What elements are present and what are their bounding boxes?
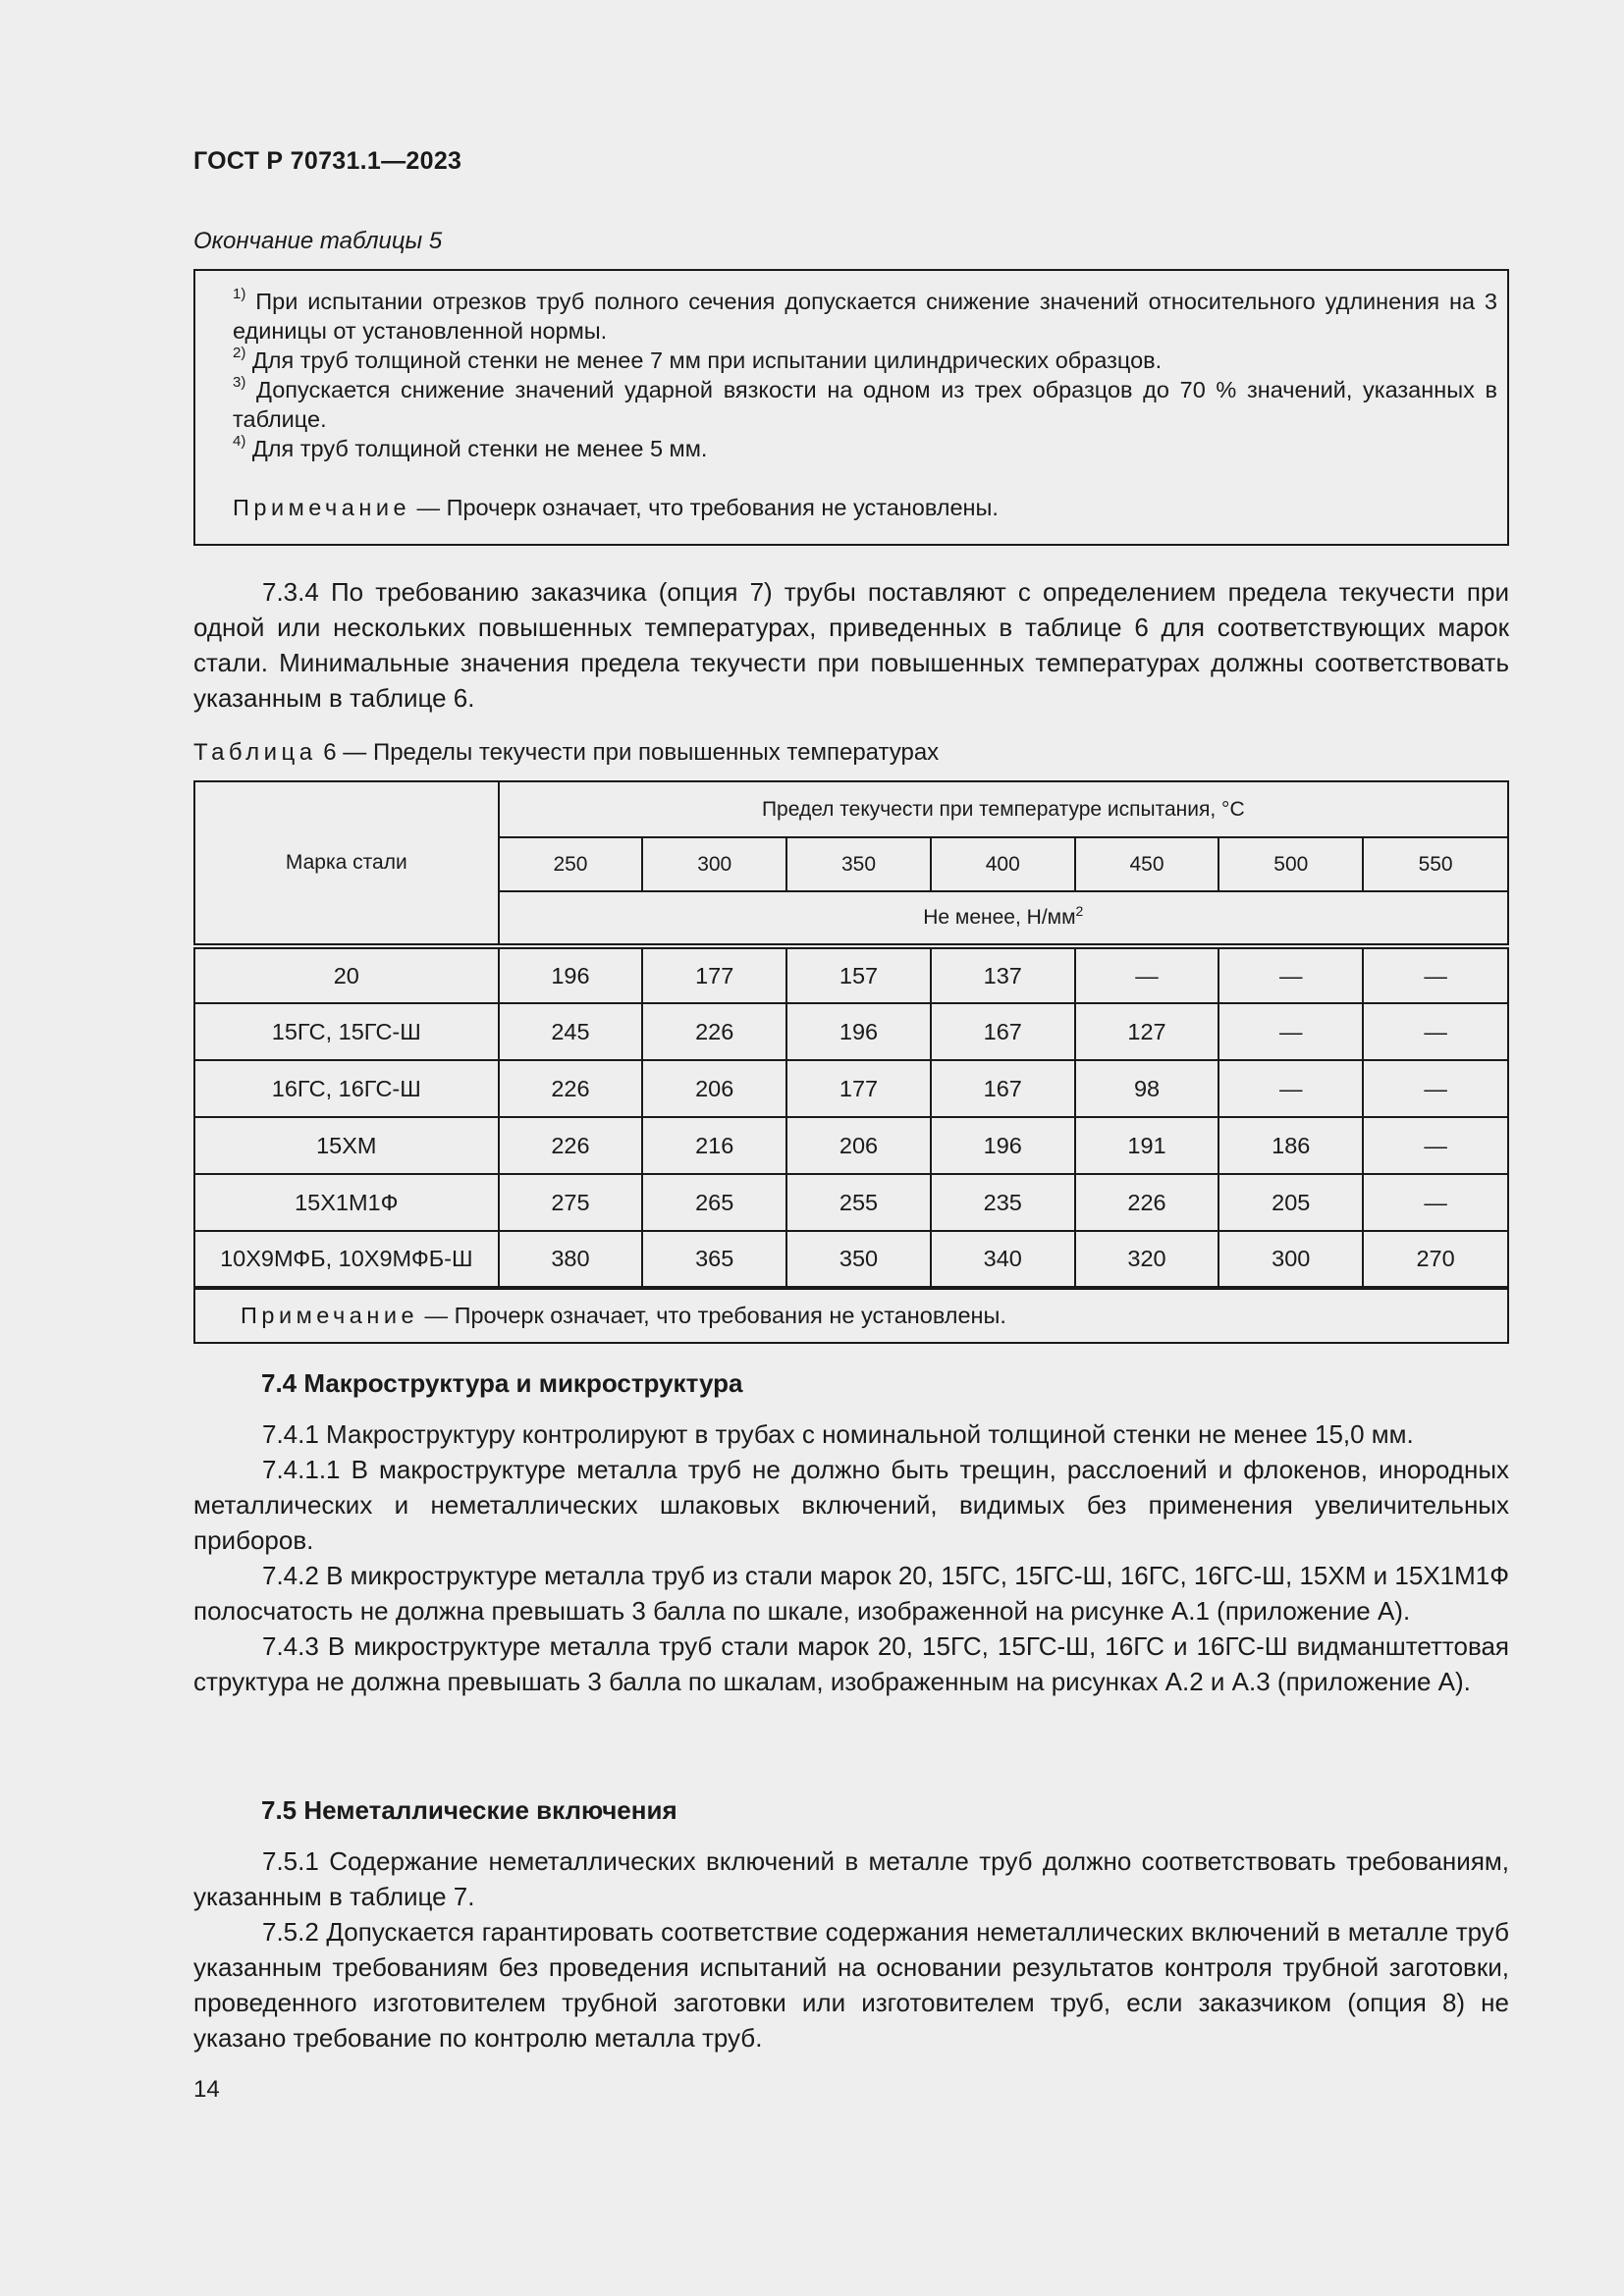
footnote-2: $^{2)}$ Для труб толщиной стенки не менее 7 мм при испытании цилиндрических образцов. bbox=[233, 345, 1163, 373]
footnote-3: $^{3)}$ Допускается снижение значений ударной вязкости на одном из трех образцов до 70 % значений, указанных в таблице. bbox=[233, 374, 1497, 432]
header-temp: 550 bbox=[1363, 837, 1508, 891]
header-temp: 300 bbox=[642, 837, 786, 891]
paragraph-7-4-3: 7.4.3 В микроструктуре металла труб стали марок 20, 15ГС, 15ГС-Ш, 16ГС и 16ГС-Ш видманштеттовая структура не должна превышать 3 балла по шкалам, изображенным на рисунках А.2 и А.3 (приложение А). bbox=[193, 1631, 1509, 1696]
header-temp: 400 bbox=[931, 837, 1075, 891]
footnote-4: $^{4)}$ Для труб толщиной стенки не менее 5 мм. bbox=[233, 433, 708, 461]
table-row: 15Х1М1Ф 275 265 255 235 226 205 — bbox=[194, 1174, 1508, 1231]
header-temp: 450 bbox=[1075, 837, 1219, 891]
header-temp: 500 bbox=[1218, 837, 1363, 891]
table5-note: Примечание — Прочерк означает, что требования не установлены. bbox=[233, 495, 999, 520]
paragraph-7-5-1: 7.5.1 Содержание неметаллических включений в металле труб должно соответствовать требованиям, указанным в таблице 7. bbox=[193, 1846, 1509, 1911]
table-continuation-caption: Окончание таблицы 5 bbox=[193, 228, 443, 254]
header-steel-grade: Марка стали bbox=[194, 781, 499, 946]
paragraph-7-3-4: 7.3.4 По требованию заказчика (опция 7) трубы поставляют с определением предела текучести при одной или нескольких повышенных температурах, приведенных в таблице 6 для соответствующих марок стали. Минимальные значения предела текучести при повышенных температурах должны соответствовать указанным в таблице 6. bbox=[193, 577, 1509, 713]
table6-yield-strength bbox=[193, 780, 1509, 1344]
page-number: 14 bbox=[193, 2076, 220, 2103]
table-row: 16ГС, 16ГС-Ш 226 206 177 167 98 — — bbox=[194, 1060, 1508, 1117]
header-unit: Не менее, $Н/мм^2$ bbox=[499, 891, 1508, 946]
header-temp: 250 bbox=[499, 837, 643, 891]
section-7-5-body bbox=[193, 1843, 1509, 2056]
table-row: 15ХМ 226 216 206 196 191 186 — bbox=[194, 1117, 1508, 1174]
paragraph-7-4-2: 7.4.2 В микроструктуре металла труб из стали марок 20, 15ГС, 15ГС-Ш, 16ГС, 16ГС-Ш, 15ХМ и 15Х1М1Ф полосчатость не должна превышать 3 балла по шкале, изображенной на рисунке А.1 (приложение А). bbox=[193, 1561, 1509, 1626]
section-7-4-title: 7.4 Макроструктура и микроструктура bbox=[261, 1368, 743, 1398]
paragraph-7-4-1: 7.4.1 Макроструктуру контролируют в трубах с номинальной толщиной стенки не менее 15,0 мм. bbox=[262, 1419, 1414, 1449]
paragraph-7-4-1-1: 7.4.1.1 В макроструктуре металла труб не должно быть трещин, расслоений и флокенов, инородных металлических и неметаллических шлаковых включений, видимых без применения увеличительных приборов. bbox=[193, 1455, 1509, 1555]
section-7-4-body bbox=[193, 1416, 1509, 1699]
table-row: 10Х9МФБ, 10Х9МФБ-Ш 380 365 350 340 320 300 270 bbox=[194, 1231, 1508, 1288]
paragraph-7-5-2: 7.5.2 Допускается гарантировать соответствие содержания неметаллических включений в металле труб указанным требованиям без проведения испытаний на основании результатов контроля трубной заготовки, проведенного изготовителем трубной заготовки или изготовителем труб, если заказчиком (опция 8) не указано требование по контролю металла труб. bbox=[193, 1917, 1509, 2053]
table-row: 20 196 177 157 137 — — — bbox=[194, 946, 1508, 1003]
header-temp: 350 bbox=[786, 837, 931, 891]
footnote-1: $^{1)}$ При испытании отрезков труб полного сечения допускается снижение значений относительного удлинения на 3 единицы от установленной нормы. bbox=[233, 286, 1497, 344]
section-7-5-title: 7.5 Неметаллические включения bbox=[261, 1795, 677, 1825]
document-header: ГОСТ Р 70731.1—2023 bbox=[193, 147, 462, 175]
header-yield-temp: Предел текучести при температуре испытания, °С bbox=[499, 781, 1508, 837]
table5-footnotes-box bbox=[193, 269, 1509, 546]
table6-caption: Таблица 6 — Пределы текучести при повышенных температурах bbox=[193, 739, 940, 766]
table-row: 15ГС, 15ГС-Ш 245 226 196 167 127 — — bbox=[194, 1003, 1508, 1060]
table6-note-row: Примечание — Прочерк означает, что требования не установлены. bbox=[194, 1288, 1508, 1343]
